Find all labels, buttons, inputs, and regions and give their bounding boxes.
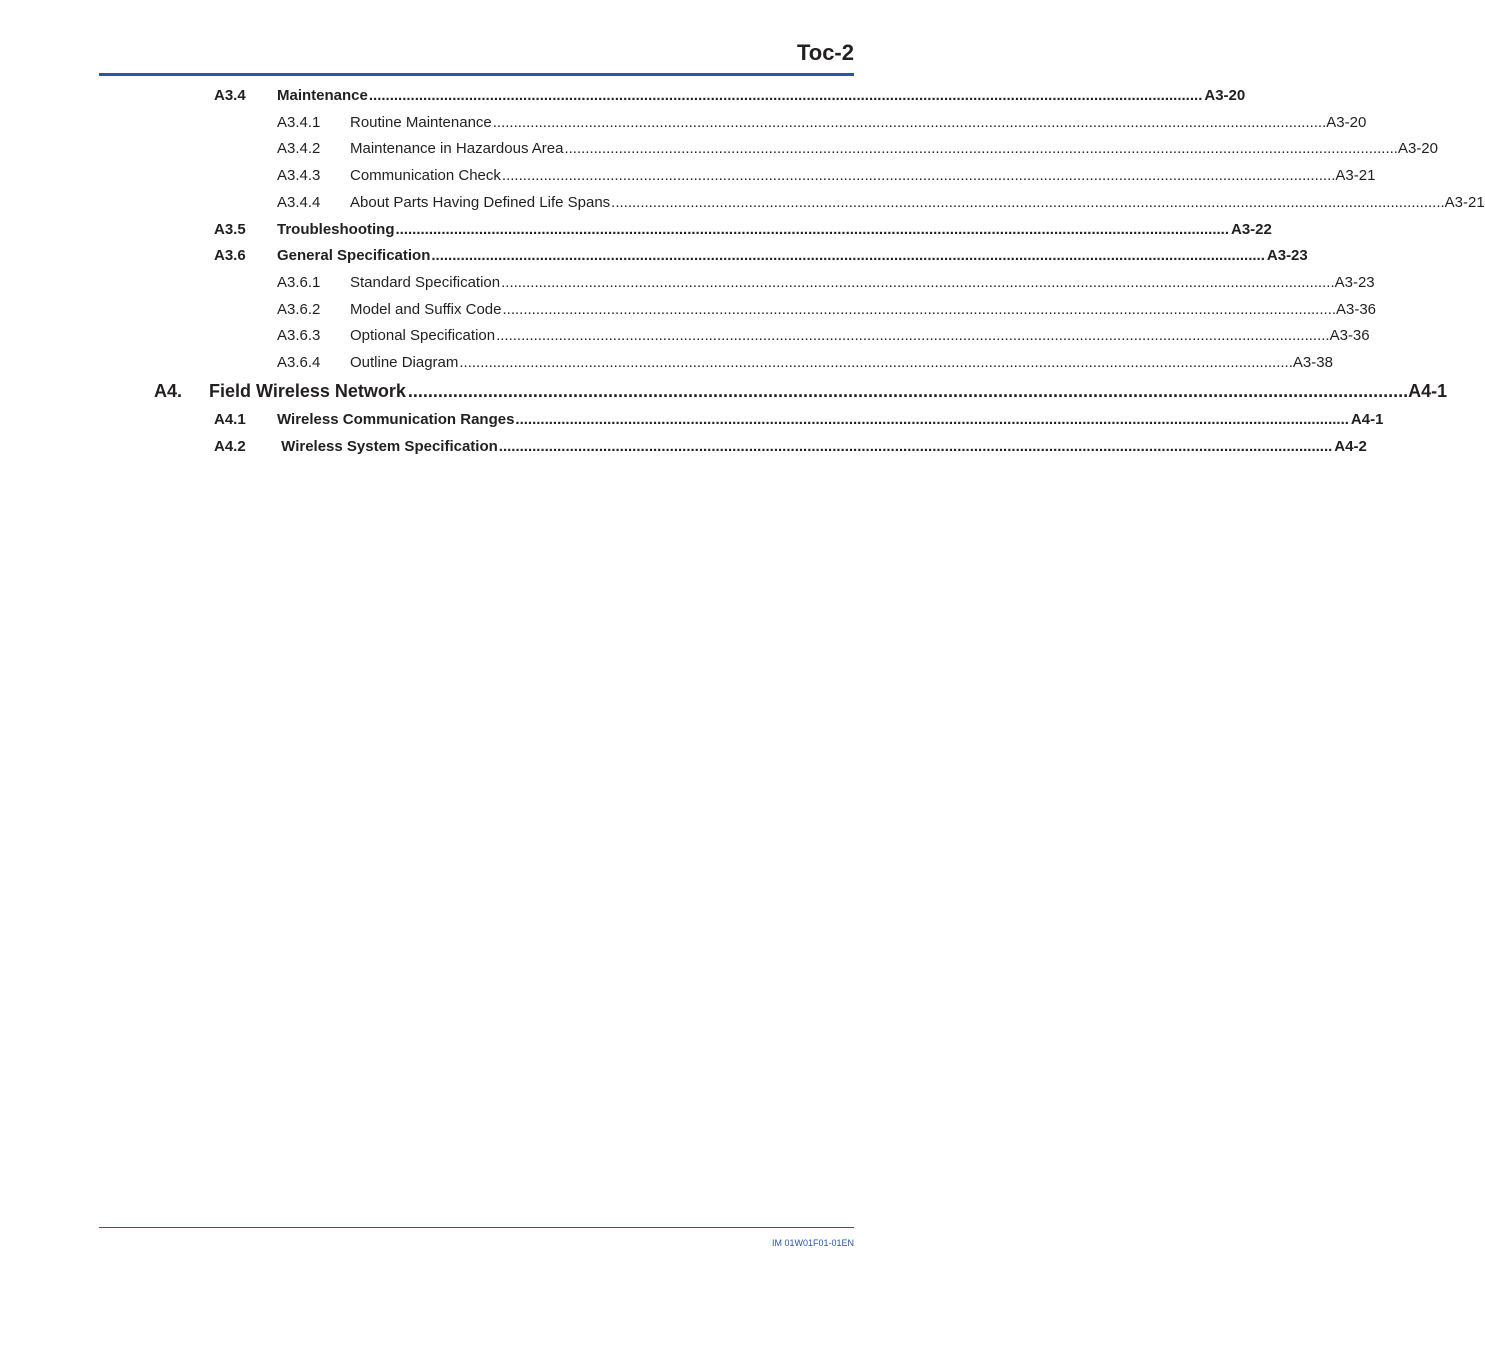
toc-page: A3-20	[1397, 140, 1438, 157]
toc-entry-a3-5[interactable]	[214, 221, 1272, 238]
toc-page: A3-36	[1336, 301, 1377, 318]
toc-title: Maintenance in Hazardous Area	[350, 140, 564, 157]
toc-title: About Parts Having Defined Life Spans	[350, 194, 611, 211]
toc-entry-a3-6-1[interactable]	[277, 274, 1375, 291]
toc-number: A3.5	[214, 221, 246, 238]
toc-page: A3-38	[1292, 354, 1333, 371]
toc-number: A3.4.1	[277, 114, 321, 131]
footer-rule	[99, 1227, 854, 1228]
toc-number: A3.4.3	[277, 167, 321, 184]
toc-page: A3-36	[1329, 327, 1370, 344]
toc-page: A3-23	[1266, 247, 1308, 264]
toc-entry-a3-4-3[interactable]	[277, 167, 1376, 184]
toc-number: A3.6.1	[277, 274, 321, 291]
toc-number: A3.6.2	[277, 301, 321, 318]
toc-title: Wireless System Specification	[277, 438, 498, 455]
toc-leader: ........................................................................................................................................................................................................	[431, 247, 1265, 264]
toc-page: A4-1	[1408, 381, 1448, 401]
toc-leader: ........................................................................................................................................................................................................	[407, 381, 1409, 401]
toc-entry-a4[interactable]	[154, 381, 1448, 402]
page-label: Toc-2	[796, 40, 854, 65]
document-id: IM 01W01F01-01EN	[771, 1238, 854, 1248]
toc-number: A3.4	[214, 87, 246, 104]
toc-number: A3.6.4	[277, 354, 321, 371]
toc-number: A3.4.4	[277, 194, 321, 211]
toc-title: Standard Specification	[350, 274, 501, 291]
toc-leader: ........................................................................................................................................................................................................	[611, 194, 1445, 211]
toc-title: Troubleshooting	[277, 221, 395, 238]
toc-page: A3-21	[1335, 167, 1376, 184]
toc-leader: ........................................................................................................................................................................................................	[502, 301, 1336, 318]
toc-page: A3-22	[1231, 221, 1272, 238]
toc-entry-a4-1[interactable]	[214, 411, 1384, 428]
toc-page: A3-21	[1444, 194, 1485, 211]
toc-page: A4-1	[1350, 411, 1384, 428]
toc-title: Wireless Communication Ranges	[277, 411, 515, 428]
toc-leader: ........................................................................................................................................................................................................	[496, 327, 1330, 344]
toc-number: A4.	[154, 381, 183, 401]
toc-title: Outline Diagram	[350, 354, 459, 371]
toc-number: A4.1	[214, 411, 246, 428]
toc-entry-a3-6[interactable]	[214, 247, 1308, 264]
toc-entry-a3-4-2[interactable]	[277, 140, 1438, 157]
toc-leader: ........................................................................................................................................................................................................	[492, 114, 1327, 131]
toc-leader: ........................................................................................................................................................................................................	[498, 438, 1333, 455]
toc-leader: ........................................................................................................................................................................................................	[395, 221, 1229, 238]
toc-title: General Specification	[277, 247, 431, 264]
toc-entry-a3-4-4[interactable]	[277, 194, 1485, 211]
toc-entry-a3-4-1[interactable]	[277, 114, 1367, 131]
toc-number: A3.6	[214, 247, 246, 264]
toc-number: A3.4.2	[277, 140, 321, 157]
toc-title: Model and Suffix Code	[350, 301, 502, 318]
toc-title: Routine Maintenance	[350, 114, 492, 131]
toc-number: A4.2	[214, 438, 246, 455]
toc-entry-a4-2[interactable]	[214, 438, 1367, 455]
toc-title: Field Wireless Network	[209, 381, 406, 401]
toc-page: A3-23	[1334, 274, 1375, 291]
toc-leader: ........................................................................................................................................................................................................	[501, 274, 1335, 291]
toc-page: A3-20	[1204, 87, 1246, 104]
toc-leader: ........................................................................................................................................................................................................	[459, 354, 1293, 371]
header-rule	[99, 73, 854, 76]
toc-title: Optional Specification	[350, 327, 496, 344]
toc-number: A3.6.3	[277, 327, 321, 344]
toc-entry-a3-6-4[interactable]	[277, 354, 1333, 371]
toc-entry-a3-4[interactable]	[214, 87, 1246, 104]
toc-leader: ........................................................................................................................................................................................................	[515, 411, 1349, 428]
toc-leader: ........................................................................................................................................................................................................	[368, 87, 1203, 104]
toc-title: Maintenance	[277, 87, 368, 104]
toc-leader: ........................................................................................................................................................................................................	[564, 140, 1398, 157]
toc-entry-a3-6-3[interactable]	[277, 327, 1370, 344]
toc-page: A4-2	[1334, 438, 1367, 455]
toc-leader: ........................................................................................................................................................................................................	[501, 167, 1336, 184]
toc-entry-a3-6-2[interactable]	[277, 301, 1377, 318]
toc-title: Communication Check	[350, 167, 501, 184]
toc-page: A3-20	[1326, 114, 1367, 131]
